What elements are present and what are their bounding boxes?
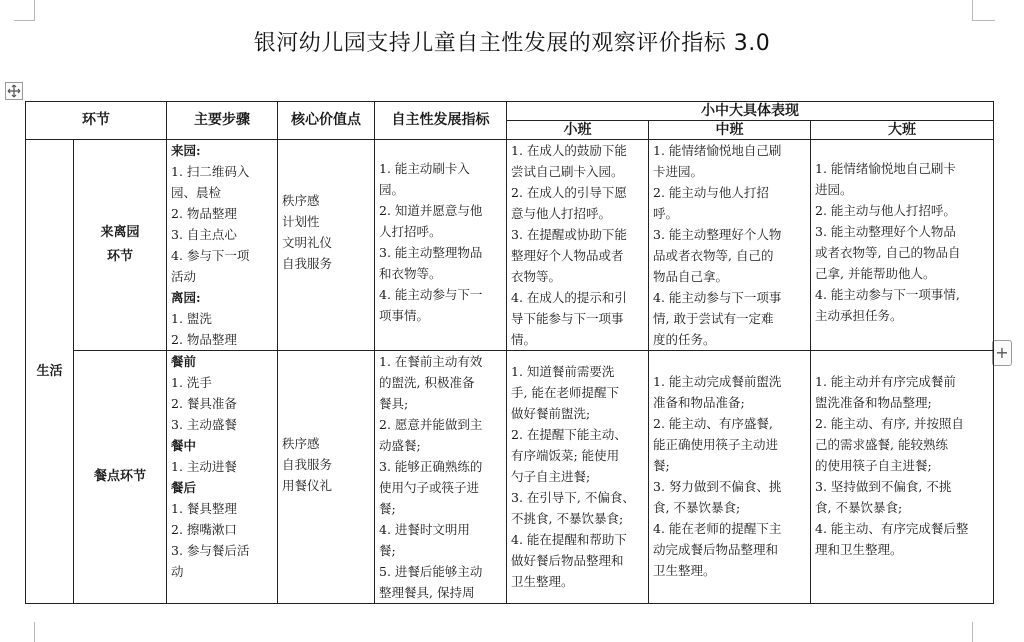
header-values: 核心价值点	[278, 102, 375, 140]
steps-line: 2. 餐具准备	[171, 396, 237, 411]
segment-cell: 餐点环节	[74, 351, 167, 604]
page-corner-mark	[14, 622, 35, 642]
small-line: 手, 能在老师提醒下	[511, 385, 619, 400]
indicator-line: 2. 愿意并能做到主	[379, 417, 483, 432]
small-line: 整理好个人物品或者	[511, 248, 624, 263]
steps-line: 园、晨检	[171, 185, 222, 200]
large-line: 4. 能主动参与下一项事情,	[815, 287, 960, 302]
large-line: 1. 能主动并有序完成餐前	[815, 374, 956, 389]
middle-line: 度的任务。	[653, 332, 716, 347]
middle-line: 卫生整理。	[653, 563, 716, 578]
middle-line: 2. 能主动、有序盛餐,	[653, 416, 773, 431]
steps-line: 来园:	[171, 143, 201, 158]
small-line: 不挑食, 不暴饮暴食;	[511, 511, 624, 526]
category-cell: 生活	[26, 140, 74, 604]
large-line: 1. 能情绪愉悦地自己刷卡	[815, 161, 956, 176]
small-line: 衣物等。	[511, 269, 562, 284]
steps-line: 4. 参与下一项	[171, 248, 250, 263]
indicator-line: 整理餐具, 保持周	[379, 585, 475, 600]
large-line: 食, 不暴饮暴食;	[815, 500, 903, 515]
small-line: 导下能参与下一项事	[511, 311, 624, 326]
large-line: 理和卫生整理。	[815, 542, 903, 557]
small-line: 2. 在提醒下能主动、	[511, 427, 627, 442]
small-line: 4. 在成人的提示和引	[511, 290, 627, 305]
indicator-line: 3. 能够正确熟练的	[379, 459, 483, 474]
small-line: 有序端饭菜; 能使用	[511, 448, 620, 463]
large-line: 3. 能主动整理好个人物品	[815, 224, 956, 239]
steps-cell	[167, 351, 278, 604]
middle-line: 物品自己拿。	[653, 269, 729, 284]
segment-cell	[74, 140, 167, 351]
small-line: 3. 在引导下, 不偏食、	[511, 490, 635, 505]
small-line: 3. 在提醒或协助下能	[511, 227, 627, 242]
value-line: 用餐仪礼	[282, 478, 333, 493]
indicators-cell	[375, 140, 507, 351]
steps-line: 1. 洗手	[171, 375, 212, 390]
middle-line: 能正确使用筷子主动进	[653, 437, 779, 452]
indicator-line: 3. 能主动整理物品	[379, 245, 483, 260]
steps-line: 1. 主动进餐	[171, 459, 237, 474]
middle-line: 3. 能主动整理好个人物	[653, 227, 782, 242]
header-indicators: 自主性发展指标	[375, 102, 507, 140]
header-segment: 环节	[26, 102, 167, 140]
steps-line: 餐中	[171, 438, 197, 453]
indicator-line: 1. 在餐前主动有效	[379, 354, 483, 369]
small-class-cell	[507, 140, 649, 351]
indicator-line: 4. 进餐时文明用	[379, 522, 470, 537]
value-line: 秩序感	[282, 193, 320, 208]
header-row	[26, 102, 994, 121]
steps-line: 餐前	[171, 354, 197, 369]
middle-line: 卡进园。	[653, 164, 704, 179]
large-line: 盥洗准备和物品整理;	[815, 395, 932, 410]
middle-line: 2. 能主动与他人打招	[653, 185, 769, 200]
large-line: 进园。	[815, 182, 853, 197]
indicator-line: 1. 能主动刷卡入	[379, 161, 470, 176]
middle-line: 4. 能在老师的提醒下主	[653, 521, 782, 536]
small-line: 尝试自己刷卡入园。	[511, 164, 624, 179]
indicator-line: 动盛餐;	[379, 438, 421, 453]
middle-line: 1. 能情绪愉悦地自己刷	[653, 143, 782, 158]
header-middle: 中班	[649, 121, 811, 140]
steps-line: 活动	[171, 269, 197, 284]
indicator-line: 2. 知道并愿意与他	[379, 203, 483, 218]
small-line: 意与他人打招呼。	[511, 206, 612, 221]
middle-line: 1. 能主动完成餐前盥洗	[653, 374, 782, 389]
indicator-line: 使用勺子或筷子进	[379, 480, 480, 495]
indicator-line: 人打招呼。	[379, 224, 442, 239]
middle-class-cell	[649, 140, 811, 351]
steps-line: 1. 盥洗	[171, 311, 212, 326]
steps-line: 1. 餐具整理	[171, 501, 237, 516]
steps-line: 餐后	[171, 480, 197, 495]
small-line: 2. 在成人的引导下愿	[511, 185, 627, 200]
values-cell	[278, 351, 375, 604]
small-line: 1. 在成人的鼓励下能	[511, 143, 627, 158]
large-line: 2. 能主动与他人打招呼。	[815, 203, 956, 218]
add-column-button[interactable]: +	[992, 340, 1012, 366]
large-line: 3. 坚持做到不偏食, 不挑	[815, 479, 952, 494]
indicator-line: 4. 能主动参与下一	[379, 287, 483, 302]
indicator-line: 5. 进餐后能够主动	[379, 564, 483, 579]
middle-line: 情, 敢于尝试有一定难	[653, 311, 774, 326]
value-line: 自我服务	[282, 457, 333, 472]
steps-line: 3. 自主点心	[171, 227, 237, 242]
page-corner-mark	[972, 622, 995, 642]
value-line: 文明礼仪	[282, 235, 333, 250]
middle-line: 准备和物品准备;	[653, 395, 745, 410]
steps-line: 3. 主动盛餐	[171, 417, 237, 432]
indicator-line: 餐具;	[379, 396, 409, 411]
middle-class-cell	[649, 351, 811, 604]
small-class-cell	[507, 351, 649, 604]
segment-label: 来离园环节	[100, 225, 140, 264]
large-class-cell	[811, 351, 994, 604]
steps-line: 离园:	[171, 290, 201, 305]
header-large: 大班	[811, 121, 994, 140]
small-line: 做好餐前盥洗;	[511, 406, 591, 421]
indicator-line: 园。	[379, 182, 405, 197]
middle-line: 食, 不暴饮暴食;	[653, 500, 741, 515]
small-line: 卫生整理。	[511, 574, 574, 589]
value-line: 计划性	[282, 214, 320, 229]
small-line: 1. 知道餐前需要洗	[511, 364, 615, 379]
indicator-line: 和衣物等。	[379, 266, 442, 281]
value-line: 秩序感	[282, 436, 320, 451]
small-line: 4. 能在提醒和帮助下	[511, 532, 627, 547]
header-small: 小班	[507, 121, 649, 140]
table-move-handle-icon[interactable]	[5, 82, 23, 100]
small-line: 做好餐后物品整理和	[511, 553, 624, 568]
value-line: 自我服务	[282, 256, 333, 271]
large-line: 己拿, 并能帮助他人。	[815, 266, 936, 281]
large-line: 的使用筷子自主进餐;	[815, 458, 932, 473]
indicators-cell	[375, 351, 507, 604]
header-steps: 主要步骤	[167, 102, 278, 140]
table-row-arrival	[26, 140, 994, 351]
steps-line: 2. 擦嘴漱口	[171, 522, 237, 537]
page-corner-mark	[972, 0, 995, 21]
table-row-meals	[26, 351, 994, 604]
steps-line: 1. 扫二维码入	[171, 164, 250, 179]
small-line: 情。	[511, 332, 537, 347]
indicator-line: 餐;	[379, 543, 396, 558]
middle-line: 餐;	[653, 458, 670, 473]
steps-line: 2. 物品整理	[171, 332, 237, 347]
middle-line: 呼。	[653, 206, 679, 221]
steps-line: 3. 参与餐后活	[171, 543, 250, 558]
header-performance: 小中大具体表现	[507, 102, 994, 121]
indicator-line: 餐;	[379, 501, 396, 516]
large-line: 或者衣物等, 自己的物品自	[815, 245, 961, 260]
middle-line: 品或者衣物等, 自己的	[653, 248, 774, 263]
small-line: 勺子自主进餐;	[511, 469, 591, 484]
indicator-line: 的盥洗, 积极准备	[379, 375, 475, 390]
large-line: 己的需求盛餐, 能较熟练	[815, 437, 948, 452]
steps-cell	[167, 140, 278, 351]
evaluation-table	[25, 101, 994, 604]
steps-line: 2. 物品整理	[171, 206, 237, 221]
values-cell	[278, 140, 375, 351]
middle-line: 3. 努力做到不偏食、挑	[653, 479, 782, 494]
large-line: 2. 能主动、有序, 并按照自	[815, 416, 964, 431]
middle-line: 4. 能主动参与下一项事	[653, 290, 782, 305]
page-corner-mark	[14, 0, 35, 21]
document-title: 银河幼儿园支持儿童自主性发展的观察评价指标 3.0	[253, 31, 771, 56]
indicator-line: 项事情。	[379, 308, 430, 323]
large-class-cell	[811, 140, 994, 351]
large-line: 4. 能主动、有序完成餐后整	[815, 521, 969, 536]
large-line: 主动承担任务。	[815, 308, 903, 323]
middle-line: 动完成餐后物品整理和	[653, 542, 779, 557]
steps-line: 动	[171, 564, 184, 579]
